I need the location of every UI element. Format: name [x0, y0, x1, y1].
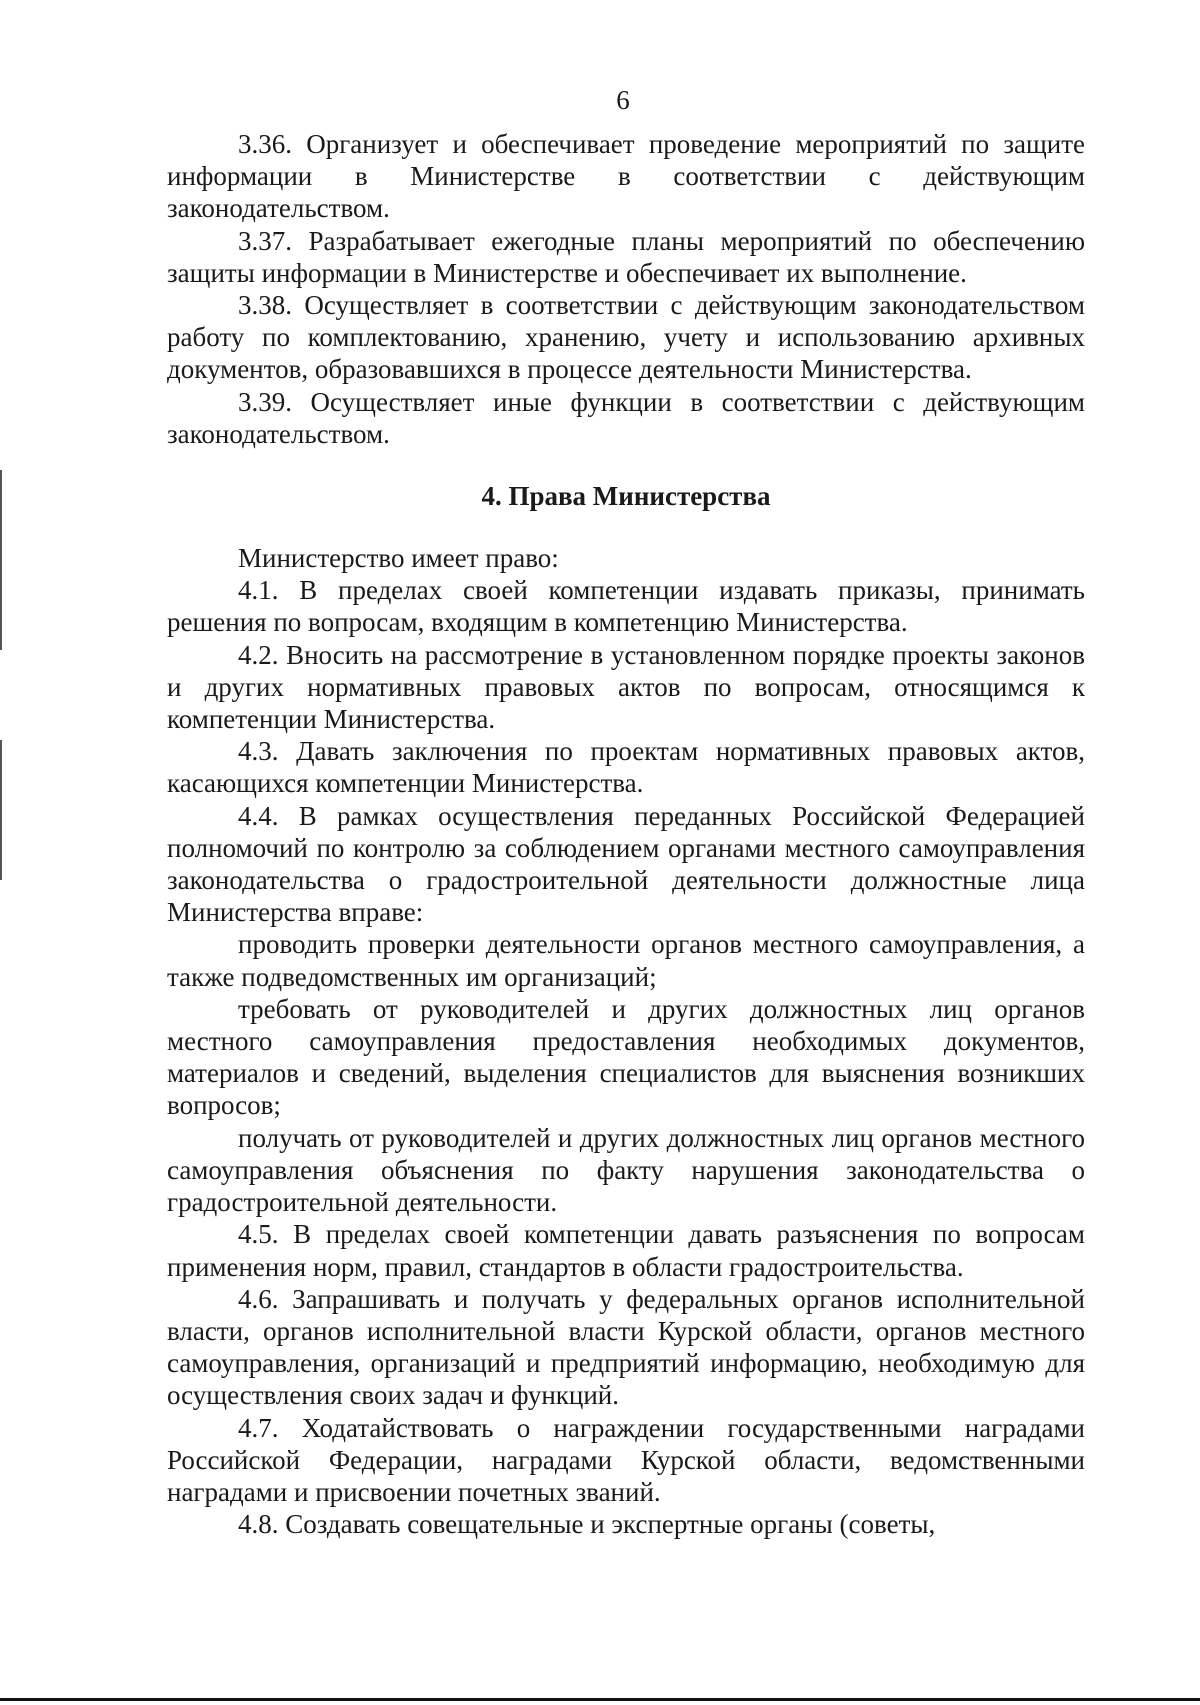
document-body: [167, 128, 1085, 1540]
scan-edge-mark: [0, 740, 2, 880]
paragraph-4-4: 4.4. В рамках осуществления переданных Российской Федерацией полномочий по контролю за соблюдением органами местного самоуправления законодательства о градостроительной деятельности должностные лица Министерства вправе:: [167, 800, 1085, 928]
paragraph-4-7: 4.7. Ходатайствовать о награждении государственными наградами Российской Федерации, наградами Курской области, ведомственными наградами и присвоении почетных званий.: [167, 1412, 1085, 1507]
paragraph-3-39: 3.39. Осуществляет иные функции в соответствии с действующим законодательством.: [167, 386, 1085, 449]
paragraph-4-4-item-2: требовать от руководителей и других должностных лиц органов местного самоуправления предоставления необходимых документов, материалов и сведений, выделения специалистов для выяснения возникших вопросов;: [167, 993, 1085, 1121]
paragraph-intro: Министерство имеет право:: [238, 543, 559, 574]
page-bottom-edge: [0, 1698, 1200, 1701]
page-number: 6: [616, 85, 630, 115]
paragraph-4-4-item-1: проводить проверки деятельности органов местного самоуправления, а также подведомственных им организаций;: [167, 929, 1085, 992]
paragraph-4-1: 4.1. В пределах своей компетенции издавать приказы, принимать решения по вопросам, входящим в компетенцию Министерства.: [167, 575, 1085, 638]
paragraph-4-2: 4.2. Вносить на рассмотрение в установленном порядке проекты законов и других нормативных правовых актов по вопросам, относящимся к компетенции Министерства.: [167, 639, 1085, 735]
paragraph-3-36: 3.36. Организует и обеспечивает проведение мероприятий по защите информации в Министерстве в соответствии с действующим законодательством.: [167, 129, 1085, 224]
paragraph-4-6: 4.6. Запрашивать и получать у федеральных органов исполнительной власти, органов исполнительной власти Курской области, органов местного самоуправления, организаций и предприятий информацию, необходимую для осуществления своих задач и функций.: [167, 1283, 1085, 1411]
section-heading: 4. Права Министерства: [481, 481, 771, 512]
paragraph-4-3: 4.3. Давать заключения по проектам нормативных правовых актов, касающихся компетенции Министерства.: [167, 736, 1085, 799]
scan-edge-mark: [0, 470, 2, 650]
paragraph-4-8: 4.8. Создавать совещательные и экспертные органы (советы,: [238, 1509, 936, 1540]
paragraph-3-38: 3.38. Осуществляет в соответствии с действующим законодательством работу по комплектованию, хранению, учету и использованию архивных документов, образовавшихся в процессе деятельности Министерства.: [167, 290, 1085, 385]
paragraph-4-5: 4.5. В пределах своей компетенции давать разъяснения по вопросам применения норм, правил, стандартов в области градостроительства.: [167, 1219, 1085, 1282]
paragraph-4-4-item-3: получать от руководителей и других должностных лиц органов местного самоуправления объяснения по факту нарушения законодательства о градостроительной деятельности.: [167, 1122, 1085, 1218]
paragraph-3-37: 3.37. Разрабатывает ежегодные планы мероприятий по обеспечению защиты информации в Министерстве и обеспечивает их выполнение.: [167, 225, 1085, 288]
